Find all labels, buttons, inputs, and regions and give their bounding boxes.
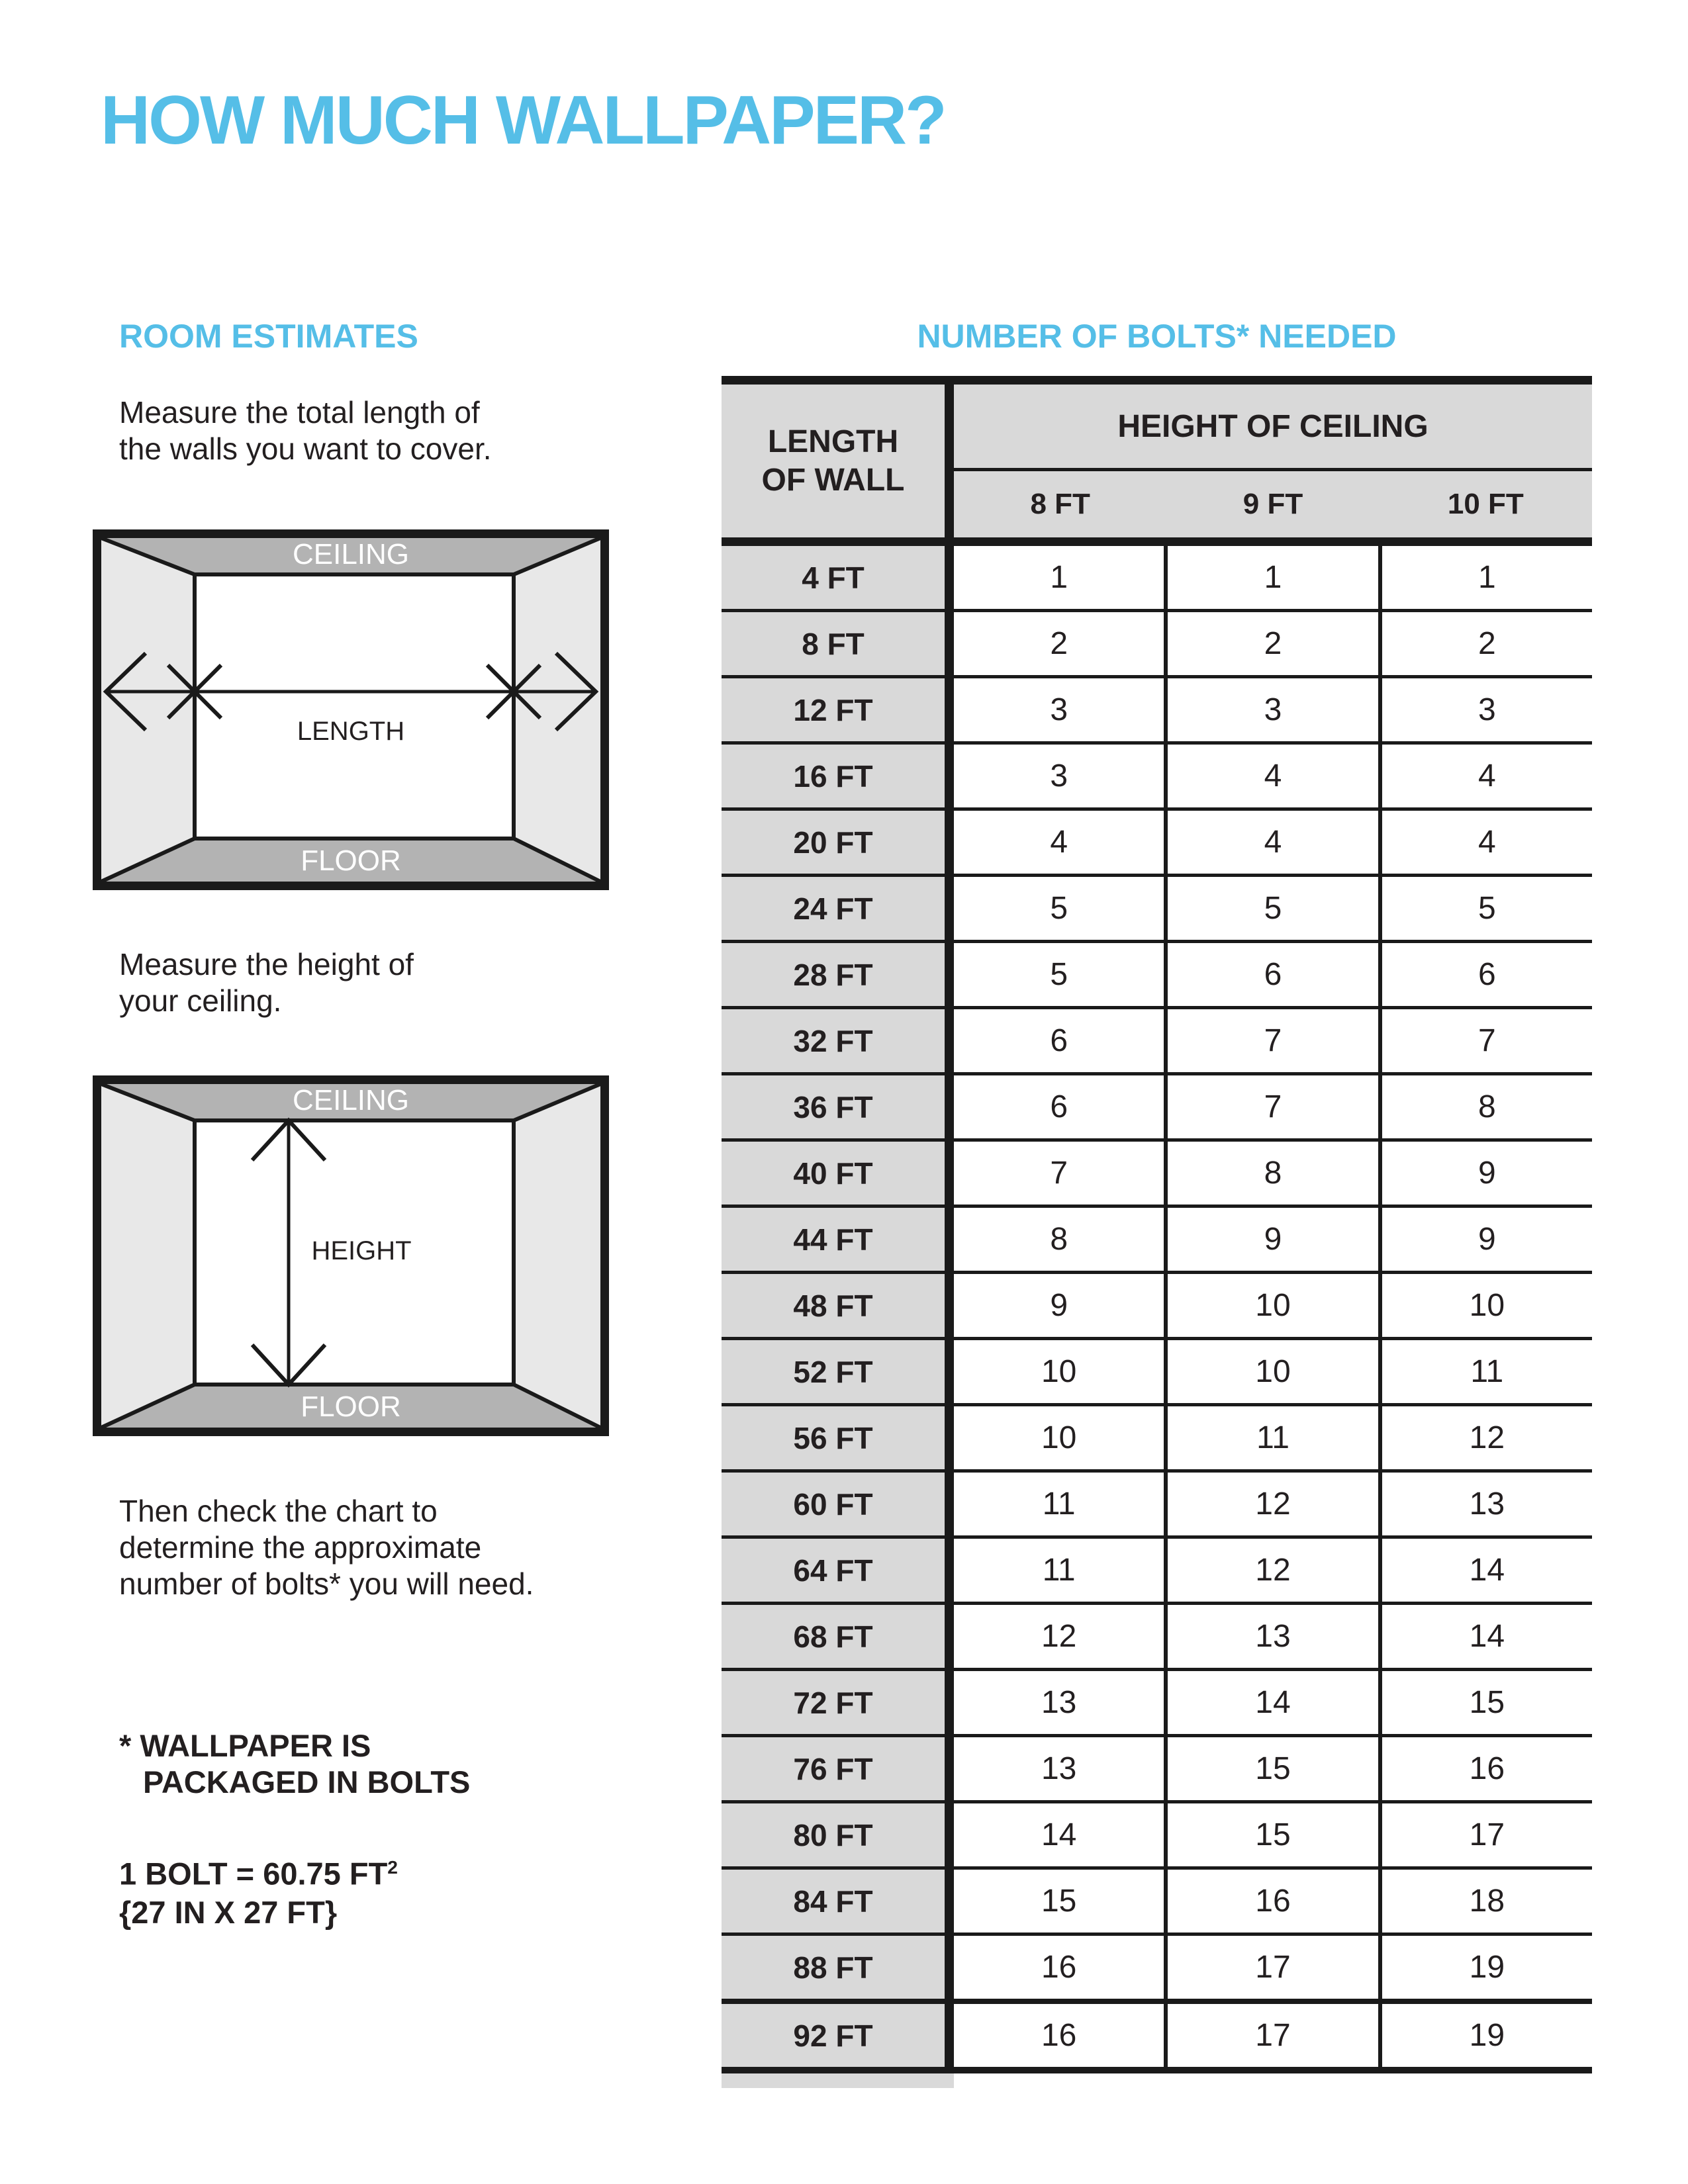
table-row bbox=[722, 811, 1592, 877]
bolts-table bbox=[722, 376, 1592, 2088]
length-label: LENGTH bbox=[297, 717, 405, 746]
ceiling-label: CEILING bbox=[292, 1084, 410, 1116]
bolt-count-cell: 8 bbox=[954, 1208, 1164, 1271]
bolt-count-cell: 9 bbox=[1164, 1208, 1378, 1271]
instruction-line: Measure the total length of bbox=[119, 395, 480, 430]
bolt-count-cell: 7 bbox=[954, 1142, 1164, 1205]
bolt-equation bbox=[119, 1848, 398, 1893]
table-row bbox=[722, 1208, 1592, 1274]
room-length-diagram bbox=[93, 529, 609, 890]
bolt-count-cell: 5 bbox=[1164, 877, 1378, 940]
bolt-count-cell: 8 bbox=[1164, 1142, 1378, 1205]
bolt-count-cell: 11 bbox=[954, 1473, 1164, 1535]
page-title: HOW MUCH WALLPAPER? bbox=[101, 82, 945, 159]
bolt-count-cell: 9 bbox=[1378, 1142, 1592, 1205]
bolt-count-cell: 2 bbox=[954, 612, 1164, 675]
room-perspective bbox=[97, 534, 605, 886]
table-row bbox=[722, 745, 1592, 811]
wall-length-label: 40 FT bbox=[722, 1142, 954, 1205]
bolt-count-cell: 3 bbox=[1378, 678, 1592, 741]
table-row bbox=[722, 877, 1592, 943]
wall-length-label: 4 FT bbox=[722, 546, 954, 609]
bolt-count-cell: 15 bbox=[954, 1870, 1164, 1933]
table-row bbox=[722, 1075, 1592, 1142]
bolt-count-cell: 10 bbox=[1164, 1340, 1378, 1403]
header-line: LENGTH bbox=[767, 424, 899, 459]
bolt-count-cell: 13 bbox=[954, 1737, 1164, 1800]
bolt-count-cell: 13 bbox=[1164, 1605, 1378, 1668]
bolt-count-cell: 19 bbox=[1378, 1936, 1592, 1999]
bolt-count-cell: 6 bbox=[954, 1075, 1164, 1138]
bolt-count-cell: 10 bbox=[1164, 1274, 1378, 1337]
ceiling-height-header-group bbox=[954, 385, 1592, 537]
bolt-count-cell: 7 bbox=[1164, 1075, 1378, 1138]
bolt-count-cell: 1 bbox=[954, 546, 1164, 609]
wall-length-label: 68 FT bbox=[722, 1605, 954, 1668]
floor-label: FLOOR bbox=[301, 844, 401, 877]
bolt-count-cell: 4 bbox=[954, 811, 1164, 874]
wall-length-label: 32 FT bbox=[722, 1009, 954, 1072]
bolt-count-cell: 11 bbox=[1378, 1340, 1592, 1403]
bolt-count-cell: 4 bbox=[1164, 745, 1378, 807]
table-row bbox=[722, 1605, 1592, 1671]
bolt-count-cell: 4 bbox=[1164, 811, 1378, 874]
bolt-count-cell: 13 bbox=[1378, 1473, 1592, 1535]
room-estimates-heading: ROOM ESTIMATES bbox=[119, 318, 418, 355]
instruction-line: number of bolts* you will need. bbox=[119, 1567, 534, 1601]
bolt-count-cell: 11 bbox=[954, 1539, 1164, 1602]
bolt-count-cell: 1 bbox=[1378, 546, 1592, 609]
bolt-count-cell: 10 bbox=[1378, 1274, 1592, 1337]
table-row bbox=[722, 1870, 1592, 1936]
bolt-count-cell: 16 bbox=[1164, 1870, 1378, 1933]
wall-length-label: 76 FT bbox=[722, 1737, 954, 1800]
instruction-line: Measure the height of bbox=[119, 947, 414, 981]
wall-length-label: 92 FT bbox=[722, 2004, 954, 2067]
wall-length-label: 56 FT bbox=[722, 1406, 954, 1469]
wall-length-label: 48 FT bbox=[722, 1274, 954, 1337]
bolt-count-cell: 14 bbox=[954, 1803, 1164, 1866]
bolt-count-cell: 13 bbox=[954, 1671, 1164, 1734]
bolt-count-cell: 9 bbox=[1378, 1208, 1592, 1271]
bolt-count-cell: 12 bbox=[954, 1605, 1164, 1668]
wall-length-label: 16 FT bbox=[722, 745, 954, 807]
wall-length-label: 28 FT bbox=[722, 943, 954, 1006]
left-wall-plane bbox=[101, 1084, 195, 1428]
table-header bbox=[722, 385, 1592, 537]
bolt-equation-exponent: 2 bbox=[387, 1856, 398, 1878]
bolt-count-cell: 15 bbox=[1378, 1671, 1592, 1734]
bolt-size-fact bbox=[119, 1848, 398, 1932]
bolt-count-cell: 4 bbox=[1378, 745, 1592, 807]
bolt-count-cell: 19 bbox=[1378, 2004, 1592, 2067]
table-row bbox=[722, 1737, 1592, 1803]
bolt-count-cell: 4 bbox=[1378, 811, 1592, 874]
table-row bbox=[722, 1142, 1592, 1208]
table-row bbox=[722, 1473, 1592, 1539]
bolt-dimensions: {27 IN X 27 FT} bbox=[119, 1894, 338, 1930]
bolt-count-cell: 15 bbox=[1164, 1737, 1378, 1800]
table-row bbox=[722, 1803, 1592, 1870]
instruction-measure-length bbox=[119, 394, 492, 467]
subheader-10ft: 10 FT bbox=[1447, 488, 1524, 520]
bolt-count-cell: 17 bbox=[1164, 1936, 1378, 1999]
bolt-count-cell: 3 bbox=[954, 745, 1164, 807]
bolt-count-cell: 6 bbox=[954, 1009, 1164, 1072]
table-row bbox=[722, 1340, 1592, 1406]
bolt-count-cell: 12 bbox=[1164, 1473, 1378, 1535]
bolt-table-body bbox=[722, 546, 1592, 2073]
bolt-count-cell: 18 bbox=[1378, 1870, 1592, 1933]
bolt-count-cell: 16 bbox=[954, 1936, 1164, 1999]
height-label: HEIGHT bbox=[311, 1236, 412, 1265]
height-of-ceiling-header: HEIGHT OF CEILING bbox=[954, 385, 1592, 471]
bolt-count-cell: 12 bbox=[1378, 1406, 1592, 1469]
bolt-count-cell: 3 bbox=[954, 678, 1164, 741]
bolt-count-cell: 14 bbox=[1164, 1671, 1378, 1734]
bolt-count-cell: 12 bbox=[1164, 1539, 1378, 1602]
wall-length-label: 52 FT bbox=[722, 1340, 954, 1403]
wall-length-label: 60 FT bbox=[722, 1473, 954, 1535]
bolt-count-cell: 2 bbox=[1378, 612, 1592, 675]
bolt-count-cell: 1 bbox=[1164, 546, 1378, 609]
ceiling-label: CEILING bbox=[292, 538, 410, 570]
instruction-check-chart bbox=[119, 1493, 534, 1602]
table-row bbox=[722, 1406, 1592, 1473]
bolt-count-cell: 6 bbox=[1164, 943, 1378, 1006]
wall-length-label: 84 FT bbox=[722, 1870, 954, 1933]
bolt-count-cell: 5 bbox=[954, 877, 1164, 940]
table-row bbox=[722, 612, 1592, 678]
bolt-count-cell: 15 bbox=[1164, 1803, 1378, 1866]
bolt-count-cell: 16 bbox=[1378, 1737, 1592, 1800]
table-row bbox=[722, 1009, 1592, 1075]
wall-length-label: 80 FT bbox=[722, 1803, 954, 1866]
room-height-diagram bbox=[93, 1075, 609, 1436]
table-row bbox=[722, 678, 1592, 745]
instruction-line: Then check the chart to bbox=[119, 1494, 438, 1528]
header-line: OF WALL bbox=[761, 462, 905, 498]
wall-length-label: 24 FT bbox=[722, 877, 954, 940]
subheader-8ft: 8 FT bbox=[1030, 488, 1090, 520]
table-row bbox=[722, 943, 1592, 1009]
bolt-count-cell: 5 bbox=[1378, 877, 1592, 940]
table-row bbox=[722, 1539, 1592, 1605]
wall-length-label: 8 FT bbox=[722, 612, 954, 675]
table-row bbox=[722, 1671, 1592, 1737]
right-wall-plane bbox=[514, 538, 600, 882]
bolt-count-cell: 7 bbox=[1378, 1009, 1592, 1072]
bolt-count-cell: 8 bbox=[1378, 1075, 1592, 1138]
bolt-equation-text: 1 BOLT = 60.75 FT bbox=[119, 1856, 388, 1891]
bolts-needed-heading: NUMBER OF BOLTS* NEEDED bbox=[917, 318, 1397, 355]
ceiling-height-subheaders bbox=[954, 471, 1592, 537]
table-row bbox=[722, 1936, 1592, 2004]
table-row bbox=[722, 1274, 1592, 1340]
bolt-count-cell: 16 bbox=[954, 2004, 1164, 2067]
wall-length-label: 72 FT bbox=[722, 1671, 954, 1734]
table-top-rule bbox=[722, 376, 1592, 385]
wall-length-label: 36 FT bbox=[722, 1075, 954, 1138]
bolt-count-cell: 6 bbox=[1378, 943, 1592, 1006]
bolt-count-cell: 7 bbox=[1164, 1009, 1378, 1072]
wall-length-label: 88 FT bbox=[722, 1936, 954, 1999]
bolt-count-cell: 10 bbox=[954, 1340, 1164, 1403]
instruction-line: the walls you want to cover. bbox=[119, 432, 492, 466]
bolt-count-cell: 14 bbox=[1378, 1605, 1592, 1668]
left-wall-plane bbox=[101, 538, 195, 882]
footnote-line: PACKAGED IN BOLTS bbox=[143, 1764, 471, 1799]
bolt-count-cell: 11 bbox=[1164, 1406, 1378, 1469]
bolt-count-cell: 10 bbox=[954, 1406, 1164, 1469]
instruction-line: your ceiling. bbox=[119, 983, 282, 1018]
instruction-line: determine the approximate bbox=[119, 1530, 482, 1565]
bolt-count-cell: 5 bbox=[954, 943, 1164, 1006]
table-row bbox=[722, 2004, 1592, 2073]
bolt-count-cell: 17 bbox=[1164, 2004, 1378, 2067]
wall-length-label: 64 FT bbox=[722, 1539, 954, 1602]
back-wall-plane bbox=[195, 574, 514, 839]
right-wall-plane bbox=[514, 1084, 600, 1428]
instruction-measure-height bbox=[119, 946, 414, 1019]
table-left-column-shadow bbox=[722, 2073, 954, 2088]
table-header-rule bbox=[722, 537, 1592, 546]
bolt-count-cell: 14 bbox=[1378, 1539, 1592, 1602]
wall-length-label: 12 FT bbox=[722, 678, 954, 741]
bolt-count-cell: 2 bbox=[1164, 612, 1378, 675]
length-of-wall-header bbox=[722, 385, 954, 537]
footnote-line: * WALLPAPER IS bbox=[119, 1728, 371, 1763]
bolts-footnote bbox=[119, 1727, 470, 1800]
floor-label: FLOOR bbox=[301, 1390, 401, 1423]
wall-length-label: 20 FT bbox=[722, 811, 954, 874]
subheader-9ft: 9 FT bbox=[1243, 488, 1303, 520]
table-row bbox=[722, 546, 1592, 612]
bolt-count-cell: 9 bbox=[954, 1274, 1164, 1337]
wall-length-label: 44 FT bbox=[722, 1208, 954, 1271]
bolt-count-cell: 17 bbox=[1378, 1803, 1592, 1866]
bolt-count-cell: 3 bbox=[1164, 678, 1378, 741]
